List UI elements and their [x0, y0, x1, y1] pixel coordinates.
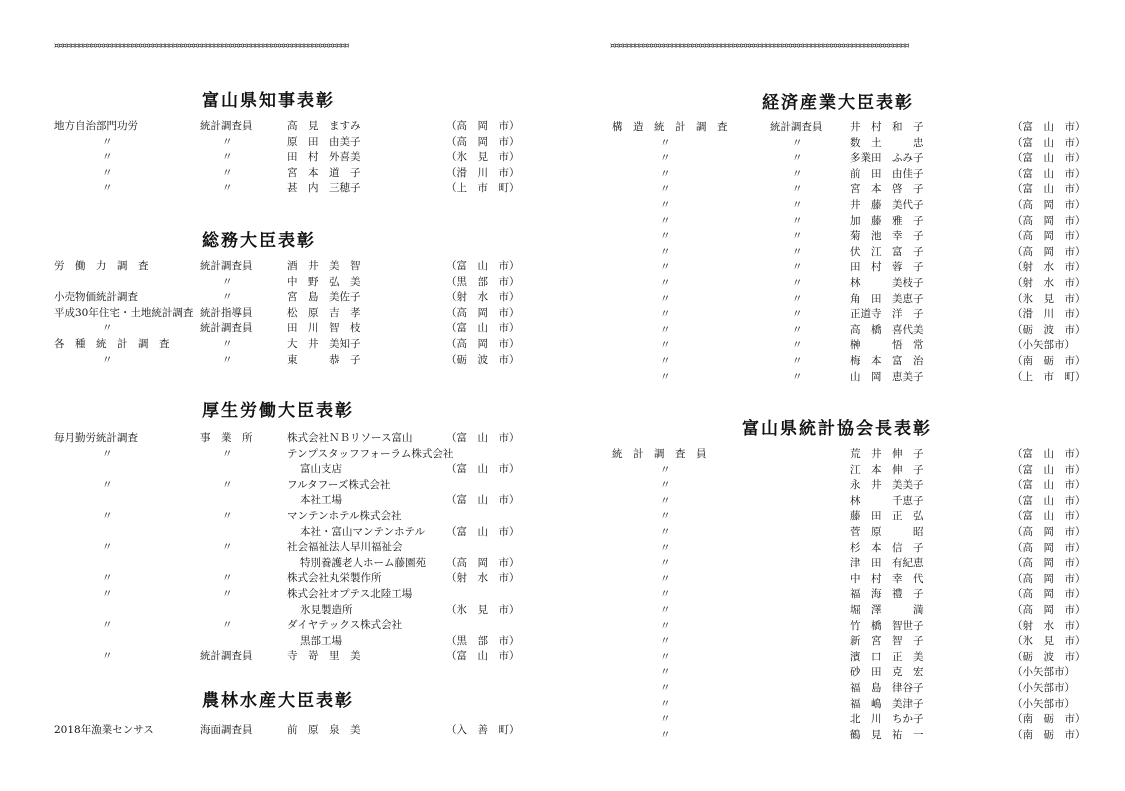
- survey-name: 〃: [660, 277, 671, 289]
- role-label: 〃: [792, 277, 803, 289]
- location-label: （滑 川 市）: [1012, 308, 1086, 321]
- awardee-name: 高 見 ますみ: [287, 120, 361, 132]
- role-label: 〃: [222, 478, 233, 491]
- awardee-name: 福 島 律谷子: [850, 682, 924, 694]
- role-label: 統計調査員: [200, 260, 253, 272]
- survey-name: 〃: [102, 182, 113, 195]
- role-label: 〃: [222, 338, 233, 350]
- location-label: （高 岡 市）: [1012, 572, 1086, 585]
- awardee-name: 宮 本 啓 子: [850, 183, 924, 196]
- survey-name: 〃: [102, 447, 113, 460]
- survey-name: 〃: [102, 572, 113, 585]
- location-label: （氷 見 市）: [1012, 635, 1086, 648]
- location-label: （富 山 市）: [446, 463, 520, 476]
- survey-name: 〃: [660, 167, 671, 180]
- survey-name: 〃: [102, 151, 113, 164]
- location-label: （黒 部 市）: [446, 634, 520, 647]
- decorative-border-left: ¤¤¤¤¤¤¤¤¤¤¤¤¤¤¤¤¤¤¤¤¤¤¤¤¤¤¤¤¤¤¤¤¤¤¤¤¤¤¤¤¤¤¤¤¤¤¤¤¤¤¤¤¤¤¤¤¤¤¤¤¤¤¤¤¤¤¤¤¤¤¤¤: [54, 42, 349, 50]
- awardee-name: 中 村 幸 代: [850, 572, 924, 585]
- location-label: （黒 部 市）: [446, 275, 520, 288]
- survey-name: 〃: [102, 541, 113, 554]
- survey-name: 〃: [102, 322, 113, 335]
- location-label: （高 岡 市）: [446, 120, 520, 132]
- survey-name: 構 造 統 計 調 査: [612, 121, 728, 133]
- awardee-name: 鶴 見 祐 一: [850, 728, 924, 741]
- survey-name: 小売物価統計調査: [54, 291, 138, 304]
- survey-name: 〃: [660, 557, 671, 570]
- awardee-name: 前 田 由佳子: [850, 167, 924, 180]
- awardee-name: 高 橋 喜代美: [850, 323, 924, 336]
- role-label: 〃: [792, 355, 803, 367]
- awardee-name: 藤 田 正 弘: [850, 510, 924, 523]
- awardee-name: 濱 口 正 美: [850, 650, 924, 663]
- awardee-name: 荒 井 伸 子: [850, 448, 924, 460]
- survey-name: 〃: [660, 728, 671, 741]
- survey-name: 〃: [660, 666, 671, 679]
- awardee-name: 江 本 伸 子: [850, 463, 924, 476]
- survey-name: 〃: [660, 682, 671, 694]
- awardee-name: 株式会社丸栄製作所: [287, 572, 382, 585]
- survey-name: 〃: [660, 261, 671, 274]
- role-label: 〃: [222, 447, 233, 460]
- awardee-name: 井 村 和 子: [850, 121, 924, 133]
- location-label: （富 山 市）: [1012, 463, 1086, 476]
- awardee-name: 松 原 吉 孝: [287, 306, 361, 319]
- survey-name: 〃: [102, 588, 113, 600]
- location-label: （富 山 市）: [1012, 494, 1086, 507]
- awardee-name: 堀 澤 満: [850, 604, 924, 616]
- location-label: （上 市 町）: [446, 182, 520, 195]
- location-label: （高 岡 市）: [446, 135, 520, 148]
- survey-name: 〃: [660, 152, 671, 165]
- survey-name: 統 計 調 査 員: [612, 448, 707, 460]
- role-label: 〃: [222, 588, 233, 600]
- role-label: 〃: [792, 323, 803, 336]
- location-label: （富 山 市）: [1012, 479, 1086, 492]
- location-label: （富 山 市）: [1012, 121, 1086, 133]
- location-label: （富 山 市）: [446, 650, 520, 663]
- awardee-name: 福 嶋 美津子: [850, 697, 924, 710]
- survey-name: 〃: [660, 526, 671, 538]
- awardee-name: 甚 内 三穂子: [287, 182, 361, 195]
- awardee-name: 株式会社ＮＢリソース富山: [287, 432, 413, 444]
- awardee-name: 中 野 弘 美: [287, 275, 361, 288]
- location-label: （富 山 市）: [446, 260, 520, 272]
- survey-name: 〃: [660, 245, 671, 258]
- role-label: 〃: [222, 275, 233, 288]
- awardee-name: 砂 田 克 宏: [850, 666, 924, 679]
- location-label: （高 岡 市）: [1012, 199, 1086, 211]
- role-label: 〃: [792, 230, 803, 243]
- awardee-name: 梅 本 富 治: [850, 355, 924, 367]
- survey-name: 毎月勤労統計調査: [54, 432, 138, 444]
- location-label: （高 岡 市）: [1012, 214, 1086, 227]
- location-label: （小矢部市）: [1012, 682, 1075, 694]
- role-label: 〃: [792, 136, 803, 149]
- survey-name: 各 種 統 計 調 査: [54, 338, 170, 350]
- survey-name: 〃: [660, 572, 671, 585]
- location-label: （上 市 町）: [1012, 370, 1086, 383]
- awardee-name-continued: 本社・富山マンテンホテル: [300, 525, 425, 538]
- awardee-name: 酒 井 美 智: [287, 260, 361, 272]
- role-label: 〃: [222, 619, 233, 632]
- awardee-name: 北 川 ちか子: [850, 713, 924, 726]
- awardee-name: 永 井 美美子: [850, 479, 924, 492]
- awardee-name: 新 宮 智 子: [850, 635, 924, 648]
- role-label: 〃: [792, 245, 803, 258]
- location-label: （氷 見 市）: [1012, 292, 1086, 305]
- survey-name: 〃: [660, 199, 671, 211]
- awardee-name: 山 岡 恵美子: [850, 370, 924, 383]
- awardee-name: 菊 池 幸 子: [850, 230, 924, 243]
- role-label: 〃: [222, 353, 233, 366]
- location-label: （高 岡 市）: [446, 306, 520, 319]
- awardee-name: ダイヤテックス株式会社: [287, 619, 403, 632]
- location-label: （射 水 市）: [1012, 261, 1086, 274]
- location-label: （小矢部市）: [1012, 697, 1075, 710]
- survey-name: 〃: [102, 478, 113, 491]
- location-label: （射 水 市）: [1012, 619, 1086, 632]
- role-label: 〃: [222, 291, 233, 304]
- awardee-name: 竹 橋 智世子: [850, 619, 924, 632]
- location-label: （小矢部市）: [1012, 339, 1075, 352]
- location-label: （砺 波 市）: [1012, 650, 1086, 663]
- awardee-name: 田 村 蓉 子: [850, 261, 924, 274]
- location-label: （小矢部市）: [1012, 666, 1075, 679]
- location-label: （富 山 市）: [446, 494, 520, 507]
- survey-name: 〃: [660, 370, 671, 383]
- role-label: 事 業 所: [200, 432, 253, 444]
- location-label: （高 岡 市）: [1012, 588, 1086, 601]
- awardee-name: 数 土 忠: [850, 136, 924, 149]
- survey-name: 〃: [102, 166, 113, 179]
- awardee-name: 株式会社オプテス北陸工場: [287, 588, 413, 600]
- role-label: 〃: [792, 370, 803, 383]
- awardee-name-continued: 特別養護老人ホーム藤園苑: [300, 556, 426, 569]
- section-title: 富山県統計協会長表彰: [742, 419, 932, 439]
- location-label: （高 岡 市）: [1012, 604, 1086, 616]
- survey-name: 〃: [660, 650, 671, 663]
- survey-name: 〃: [660, 713, 671, 726]
- survey-name: 〃: [102, 353, 113, 366]
- survey-name: 〃: [660, 308, 671, 321]
- role-label: 〃: [792, 199, 803, 211]
- location-label: （高 岡 市）: [446, 556, 520, 569]
- survey-name: 〃: [660, 214, 671, 227]
- location-label: （富 山 市）: [1012, 183, 1086, 196]
- section-title: 経済産業大臣表彰: [762, 93, 914, 113]
- role-label: 〃: [222, 135, 233, 148]
- role-label: 統計調査員: [770, 121, 823, 133]
- survey-name: 〃: [660, 183, 671, 196]
- section-title: 富山県知事表彰: [202, 91, 335, 111]
- location-label: （砺 波 市）: [1012, 323, 1086, 336]
- awardee-name: 林 千恵子: [850, 494, 924, 507]
- role-label: 〃: [222, 151, 233, 164]
- location-label: （高 岡 市）: [1012, 557, 1086, 570]
- location-label: （氷 見 市）: [446, 151, 520, 164]
- survey-name: 〃: [660, 541, 671, 554]
- role-label: 〃: [222, 182, 233, 195]
- role-label: 統計調査員: [200, 650, 253, 663]
- survey-name: 〃: [660, 479, 671, 492]
- role-label: 統計調査員: [200, 120, 253, 132]
- location-label: （滑 川 市）: [446, 166, 520, 179]
- role-label: 統計指導員: [200, 306, 253, 319]
- location-label: （富 山 市）: [1012, 167, 1086, 180]
- location-label: （富 山 市）: [1012, 448, 1086, 460]
- role-label: 〃: [222, 510, 233, 522]
- awardee-name: 宮 本 道 子: [287, 166, 361, 179]
- awardee-name: 大 井 美知子: [287, 338, 361, 350]
- role-label: 海面調査員: [200, 724, 253, 736]
- survey-name: 〃: [660, 292, 671, 305]
- awardee-name: 伏 江 富 子: [850, 245, 924, 258]
- survey-name: 〃: [102, 135, 113, 148]
- location-label: （氷 見 市）: [446, 603, 520, 616]
- location-label: （南 砺 市）: [1012, 713, 1086, 726]
- location-label: （南 砺 市）: [1012, 355, 1086, 367]
- survey-name: 〃: [660, 697, 671, 710]
- survey-name: 〃: [660, 339, 671, 352]
- role-label: 〃: [222, 572, 233, 585]
- survey-name: 〃: [102, 510, 113, 522]
- location-label: （富 山 市）: [1012, 136, 1086, 149]
- awardee-name: 井 藤 美代子: [850, 199, 924, 211]
- survey-name: 〃: [102, 650, 113, 663]
- awardee-name-continued: 本社工場: [300, 494, 342, 507]
- role-label: 〃: [792, 183, 803, 196]
- location-label: （高 岡 市）: [1012, 541, 1086, 554]
- location-label: （富 山 市）: [446, 322, 520, 335]
- awardee-name: 原 田 由美子: [287, 135, 361, 148]
- awardee-name: テンプスタッフフォーラム株式会社: [287, 447, 454, 460]
- role-label: 〃: [792, 308, 803, 321]
- survey-name: 〃: [660, 355, 671, 367]
- awardee-name-continued: 富山支店: [300, 463, 342, 476]
- awardee-name: マンテンホテル株式会社: [287, 510, 402, 522]
- awardee-name: 正道寺 洋 子: [850, 308, 924, 321]
- survey-name: 地方自治部門功労: [54, 120, 138, 132]
- survey-name: 平成30年住宅・土地統計調査: [54, 306, 194, 319]
- location-label: （入 善 町）: [446, 724, 520, 736]
- awardee-name: フルタフーズ株式会社: [287, 478, 391, 491]
- role-label: 〃: [792, 261, 803, 274]
- awardee-name: 田 川 智 枝: [287, 322, 361, 335]
- location-label: （富 山 市）: [1012, 510, 1086, 523]
- awardee-name: 福 海 禮 子: [850, 588, 924, 601]
- survey-name: 〃: [102, 619, 113, 632]
- survey-name: 〃: [660, 230, 671, 243]
- awardee-name: 寺 嵜 里 美: [287, 650, 361, 663]
- awardee-name-continued: 黒部工場: [300, 634, 342, 647]
- awardee-name: 杉 本 信 子: [850, 541, 924, 554]
- survey-name: 〃: [660, 619, 671, 632]
- role-label: 〃: [792, 214, 803, 227]
- awardee-name: 東 恭 子: [287, 353, 361, 366]
- location-label: （南 砺 市）: [1012, 728, 1086, 741]
- section-title: 厚生労働大臣表彰: [202, 401, 354, 421]
- awardee-name: 多業田 ふみ子: [850, 152, 924, 165]
- role-label: 〃: [792, 152, 803, 165]
- awardee-name: 榊 悟 常: [850, 339, 924, 352]
- location-label: （富 山 市）: [1012, 152, 1086, 165]
- awardee-name: 社会福祉法人早川福祉会: [287, 541, 403, 554]
- role-label: 〃: [222, 166, 233, 179]
- survey-name: 〃: [660, 494, 671, 507]
- awardee-name: 菅 原 昭: [850, 526, 924, 538]
- survey-name: 2018年漁業センサス: [54, 724, 154, 736]
- location-label: （高 岡 市）: [1012, 245, 1086, 258]
- survey-name: 〃: [660, 323, 671, 336]
- decorative-border-right: ¤¤¤¤¤¤¤¤¤¤¤¤¤¤¤¤¤¤¤¤¤¤¤¤¤¤¤¤¤¤¤¤¤¤¤¤¤¤¤¤¤¤¤¤¤¤¤¤¤¤¤¤¤¤¤¤¤¤¤¤¤¤¤¤¤¤¤¤¤¤¤¤¤: [610, 42, 909, 50]
- location-label: （富 山 市）: [446, 525, 520, 538]
- survey-name: 〃: [660, 463, 671, 476]
- location-label: （射 水 市）: [446, 572, 520, 585]
- section-title: 総務大臣表彰: [202, 231, 316, 251]
- awardee-name: 津 田 有紀恵: [850, 557, 924, 570]
- role-label: 統計調査員: [200, 322, 253, 335]
- location-label: （射 水 市）: [446, 291, 520, 304]
- location-label: （高 岡 市）: [1012, 230, 1086, 243]
- section-title: 農林水産大臣表彰: [202, 691, 354, 711]
- role-label: 〃: [792, 339, 803, 352]
- location-label: （射 水 市）: [1012, 277, 1086, 289]
- survey-name: 〃: [660, 510, 671, 523]
- survey-name: 〃: [660, 604, 671, 616]
- awardee-name: 林 美枝子: [850, 277, 924, 289]
- role-label: 〃: [222, 541, 233, 554]
- awardee-name-continued: 氷見製造所: [300, 603, 353, 616]
- role-label: 〃: [792, 292, 803, 305]
- awardee-name: 加 藤 雅 子: [850, 214, 924, 227]
- location-label: （高 岡 市）: [446, 338, 520, 350]
- location-label: （富 山 市）: [446, 432, 520, 444]
- location-label: （砺 波 市）: [446, 353, 520, 366]
- survey-name: 労 働 力 調 査: [54, 260, 149, 272]
- role-label: 〃: [792, 167, 803, 180]
- location-label: （高 岡 市）: [1012, 526, 1086, 538]
- awardee-name: 宮 島 美佐子: [287, 291, 361, 304]
- awardee-name: 角 田 美恵子: [850, 292, 924, 305]
- survey-name: 〃: [660, 136, 671, 149]
- awardee-name: 田 村 外喜美: [287, 151, 361, 164]
- survey-name: 〃: [660, 635, 671, 648]
- awardee-name: 前 原 泉 美: [287, 724, 361, 736]
- survey-name: 〃: [660, 588, 671, 601]
